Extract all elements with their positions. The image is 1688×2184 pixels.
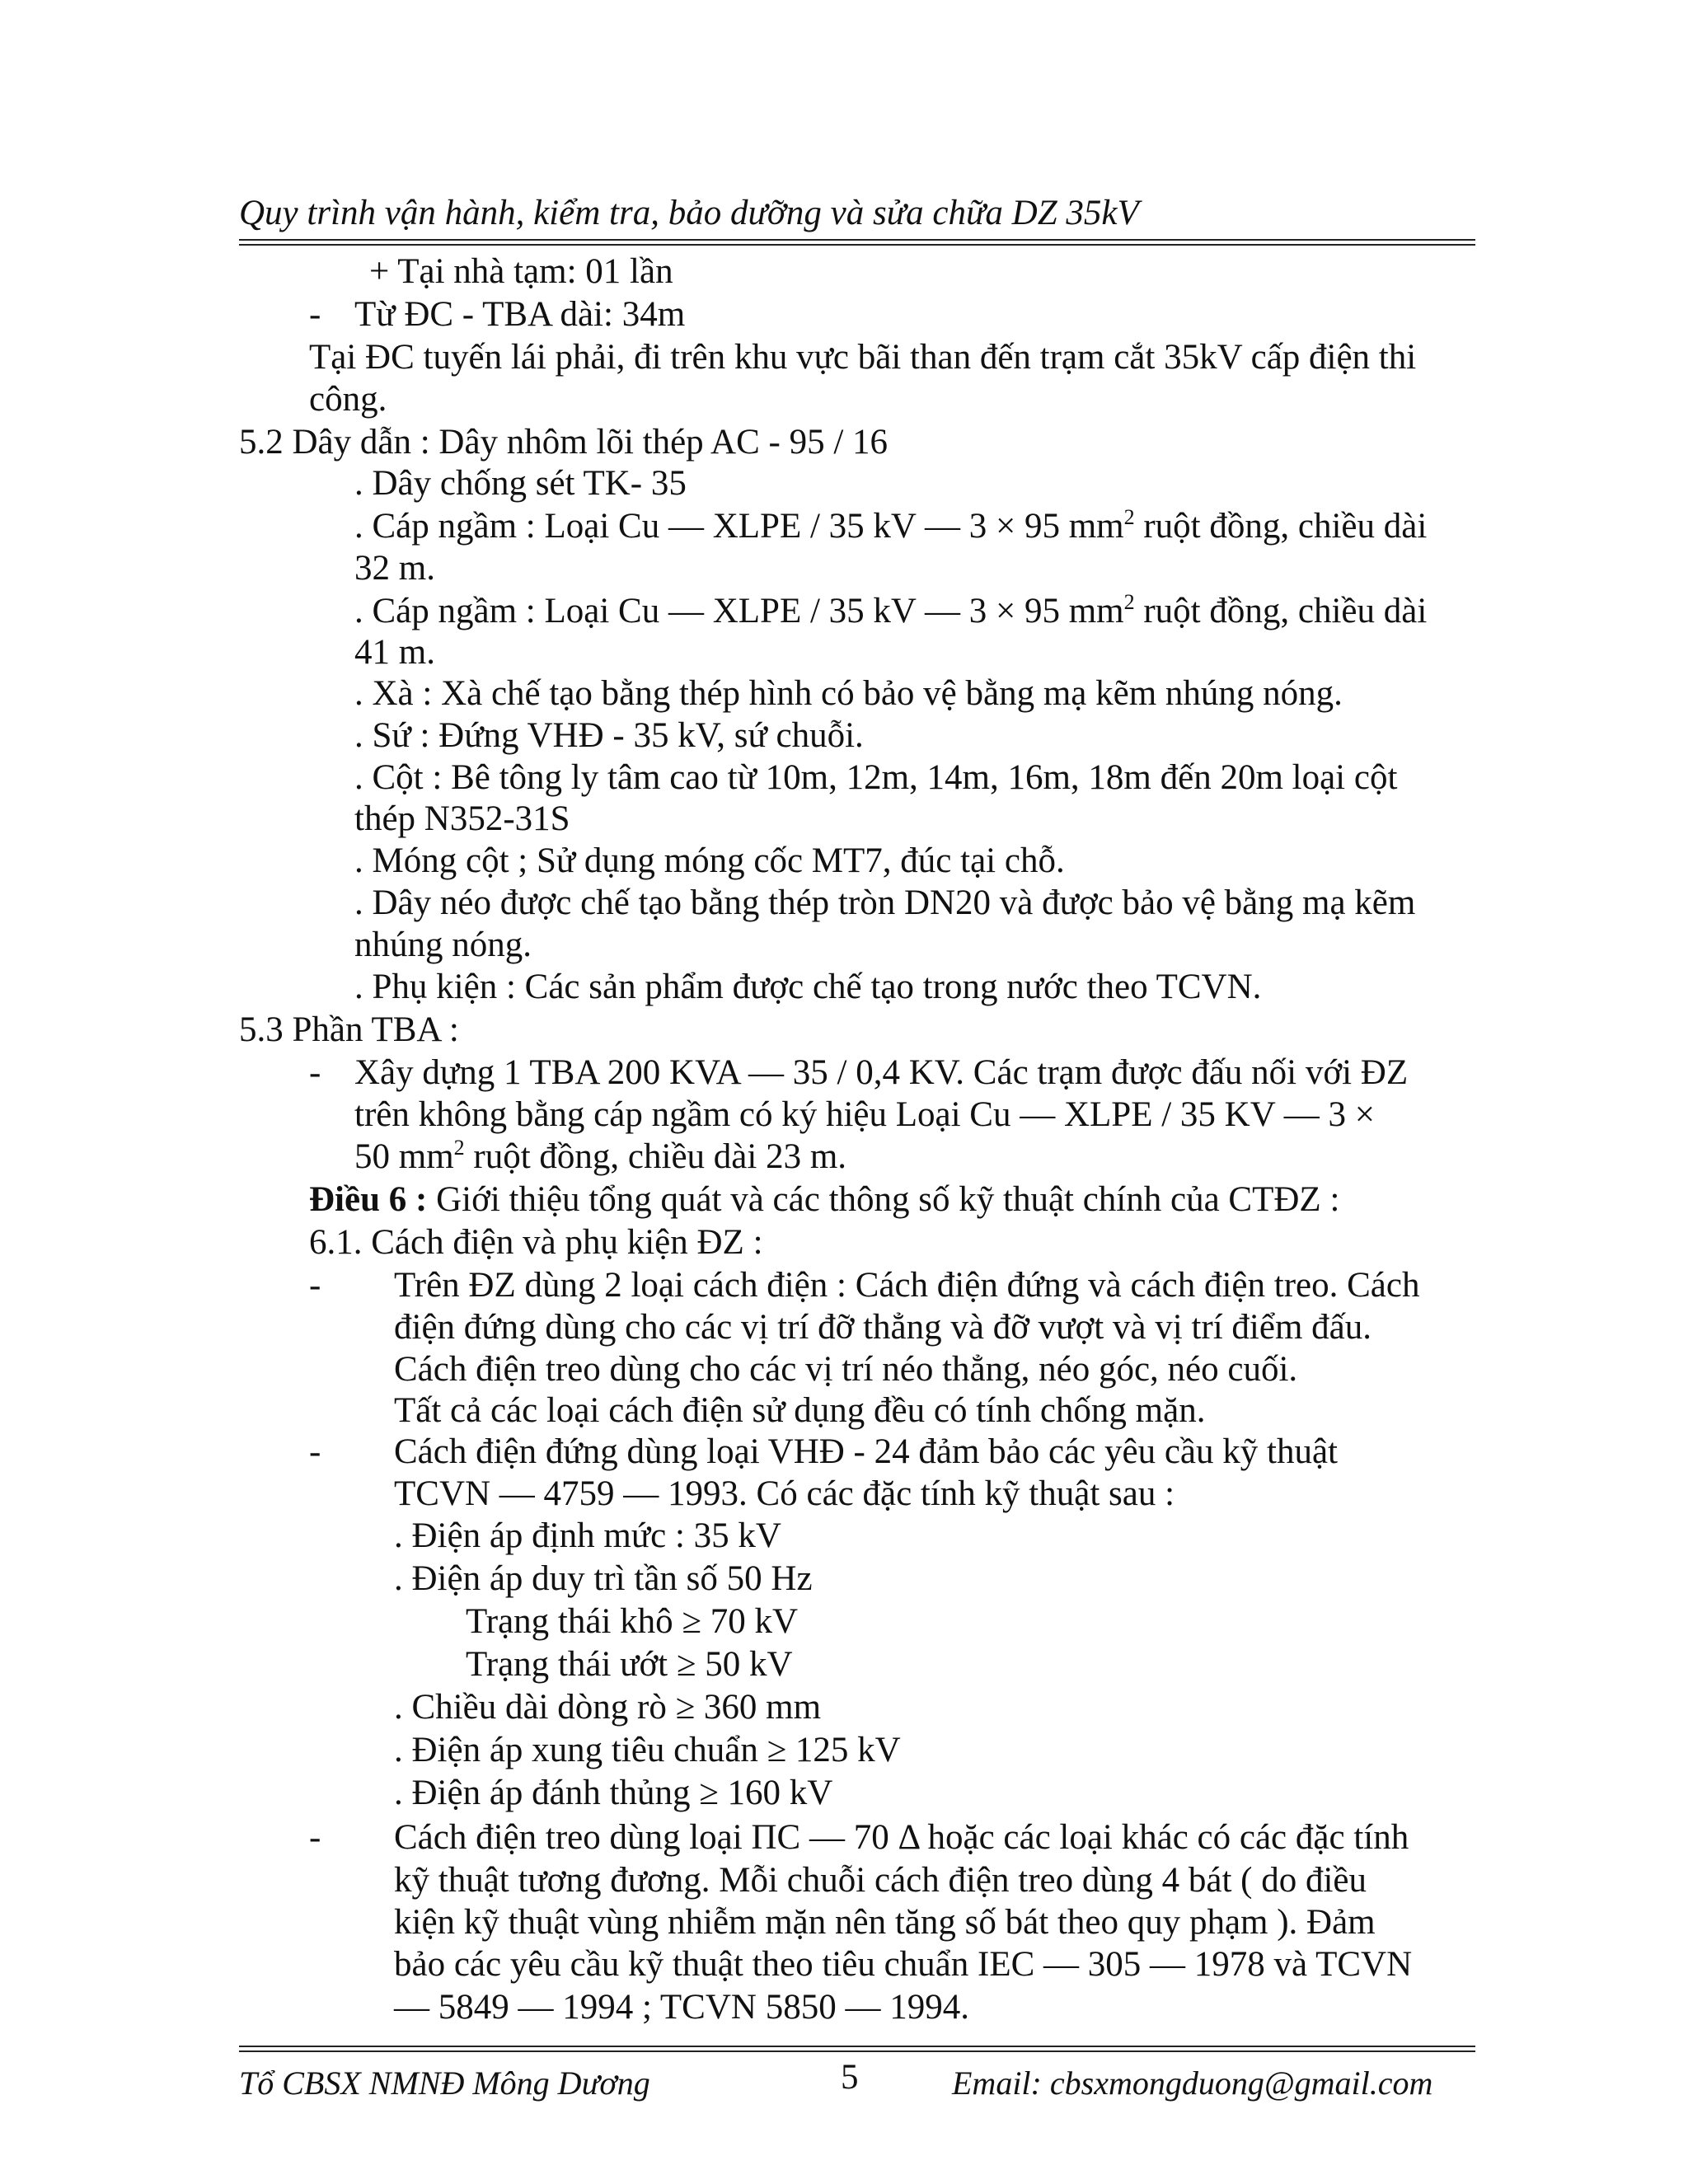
page-header-title: Quy trình vận hành, kiểm tra, bảo dưỡng và sửa chữa DZ 35kV (239, 194, 1139, 232)
footer-organization: Tổ CBSX NMNĐ Mông Dương (239, 2064, 650, 2102)
section-heading: 5.3 Phần TBA : (239, 1010, 459, 1049)
text-line: . Xà : Xà chế tạo bằng thép hình có bảo vệ bằng mạ kẽm nhúng nóng. (354, 674, 1343, 713)
section-heading: 5.2 Dây dẫn : Dây nhôm lõi thép AC - 95 / 16 (239, 423, 889, 462)
text-line: điện đứng dùng cho các vị trí đỡ thẳng và đỡ vượt và vị trí điểm đấu. (394, 1308, 1372, 1347)
text-line: nhúng nóng. (354, 926, 532, 964)
page-number: 5 (841, 2058, 859, 2097)
text-line: . Dây néo được chế tạo bằng thép tròn DN20 và được bảo vệ bằng mạ kẽm (354, 883, 1416, 922)
text-line: . Chiều dài dòng rò ≥ 360 mm (394, 1688, 822, 1727)
text-line: Trên ĐZ dùng 2 loại cách điện : Cách điện đứng và cách điện treo. Cách (394, 1266, 1420, 1305)
text-line: . Điện áp định mức : 35 kV (394, 1516, 781, 1555)
text-line: . Dây chống sét TK- 35 (354, 464, 687, 503)
text-line: . Sứ : Đứng VHĐ - 35 kV, sứ chuỗi. (354, 716, 864, 755)
list-dash: - (309, 1818, 321, 1857)
text-line: bảo các yêu cầu kỹ thuật theo tiêu chuẩn IEC — 305 — 1978 và TCVN (394, 1945, 1413, 1984)
footer-rule-top (239, 2046, 1475, 2047)
text-line: Từ ĐC - TBA dài: 34m (354, 295, 686, 334)
header-rule-bottom (239, 244, 1475, 246)
text-line: . Cột : Bê tông ly tâm cao từ 10m, 12m, 14m, 16m, 18m đến 20m loại cột (354, 758, 1398, 797)
text-line: . Phụ kiện : Các sản phẩm được chế tạo trong nước theo TCVN. (354, 968, 1262, 1006)
text-line: Cách điện treo dùng cho các vị trí néo thẳng, néo góc, néo cuối. (394, 1350, 1298, 1389)
list-dash: - (309, 1432, 321, 1471)
text-line: Cách điện đứng dùng loại VHĐ - 24 đảm bảo các yêu cầu kỹ thuật (394, 1432, 1338, 1471)
text-line: . Móng cột ; Sử dụng móng cốc MT7, đúc tại chỗ. (354, 841, 1065, 880)
text-line: 41 m. (354, 633, 435, 672)
text-line: . Điện áp xung tiêu chuẩn ≥ 125 kV (394, 1731, 901, 1769)
text-line: 32 m. (354, 549, 435, 588)
footer-email: Email: cbsxmongduong@gmail.com (952, 2064, 1433, 2102)
list-dash: - (309, 1053, 321, 1092)
text-line: Cách điện treo dùng loại ПC — 70 Δ hoặc các loại khác có các đặc tính (394, 1818, 1409, 1857)
subsection-heading: 6.1. Cách điện và phụ kiện ĐZ : (309, 1223, 763, 1262)
header-rule-top (239, 239, 1475, 241)
article-heading: Điều 6 : Giới thiệu tổng quát và các thông số kỹ thuật chính của CTĐZ : (309, 1180, 1340, 1219)
text-line: Tất cả các loại cách điện sử dụng đều có tính chống mặn. (394, 1391, 1206, 1430)
text-line: Tại ĐC tuyến lái phải, đi trên khu vực bãi than đến trạm cắt 35kV cấp điện thi (309, 338, 1417, 377)
text-line: . Cáp ngầm : Loại Cu — XLPE / 35 kV — 3 × 95 $mm^2$ ruột đồng, chiều dài (354, 590, 1428, 630)
text-line: kiện kỹ thuật vùng nhiễm mặn nên tăng số bát theo quy phạm ). Đảm (394, 1903, 1376, 1942)
text-line: trên không bằng cáp ngầm có ký hiệu Loại Cu — XLPE / 35 KV — 3 × (354, 1095, 1376, 1134)
list-dash: - (309, 1266, 321, 1305)
footer-rule-bottom (239, 2050, 1475, 2052)
text-line: kỹ thuật tương đương. Mỗi chuỗi cách điện treo dùng 4 bát ( do điều (394, 1861, 1367, 1900)
text-line: thép N352-31S (354, 799, 570, 838)
text-line: Xây dựng 1 TBA 200 KVA — 35 / 0,4 KV. Các trạm được đấu nối với ĐZ (354, 1053, 1409, 1092)
text-line: TCVN — 4759 — 1993. Có các đặc tính kỹ thuật sau : (394, 1474, 1175, 1513)
text-line: . Điện áp duy trì tần số 50 Hz (394, 1559, 813, 1598)
text-line: + Tại nhà tạm: 01 lần (369, 252, 673, 291)
text-line: — 5849 — 1994 ; TCVN 5850 — 1994. (394, 1988, 969, 2027)
text-line: Trạng thái khô ≥ 70 kV (466, 1602, 799, 1641)
text-line: 50 $mm^2$ ruột đồng, chiều dài 23 m. (354, 1136, 847, 1176)
text-line: công. (309, 380, 387, 419)
text-line: Trạng thái ướt ≥ 50 kV (466, 1645, 793, 1684)
text-line: . Điện áp đánh thủng ≥ 160 kV (394, 1774, 833, 1812)
list-dash: - (309, 295, 321, 334)
text-line: . Cáp ngầm : Loại Cu — XLPE / 35 kV — 3 × 95 $mm^2$ ruột đồng, chiều dài (354, 505, 1428, 546)
